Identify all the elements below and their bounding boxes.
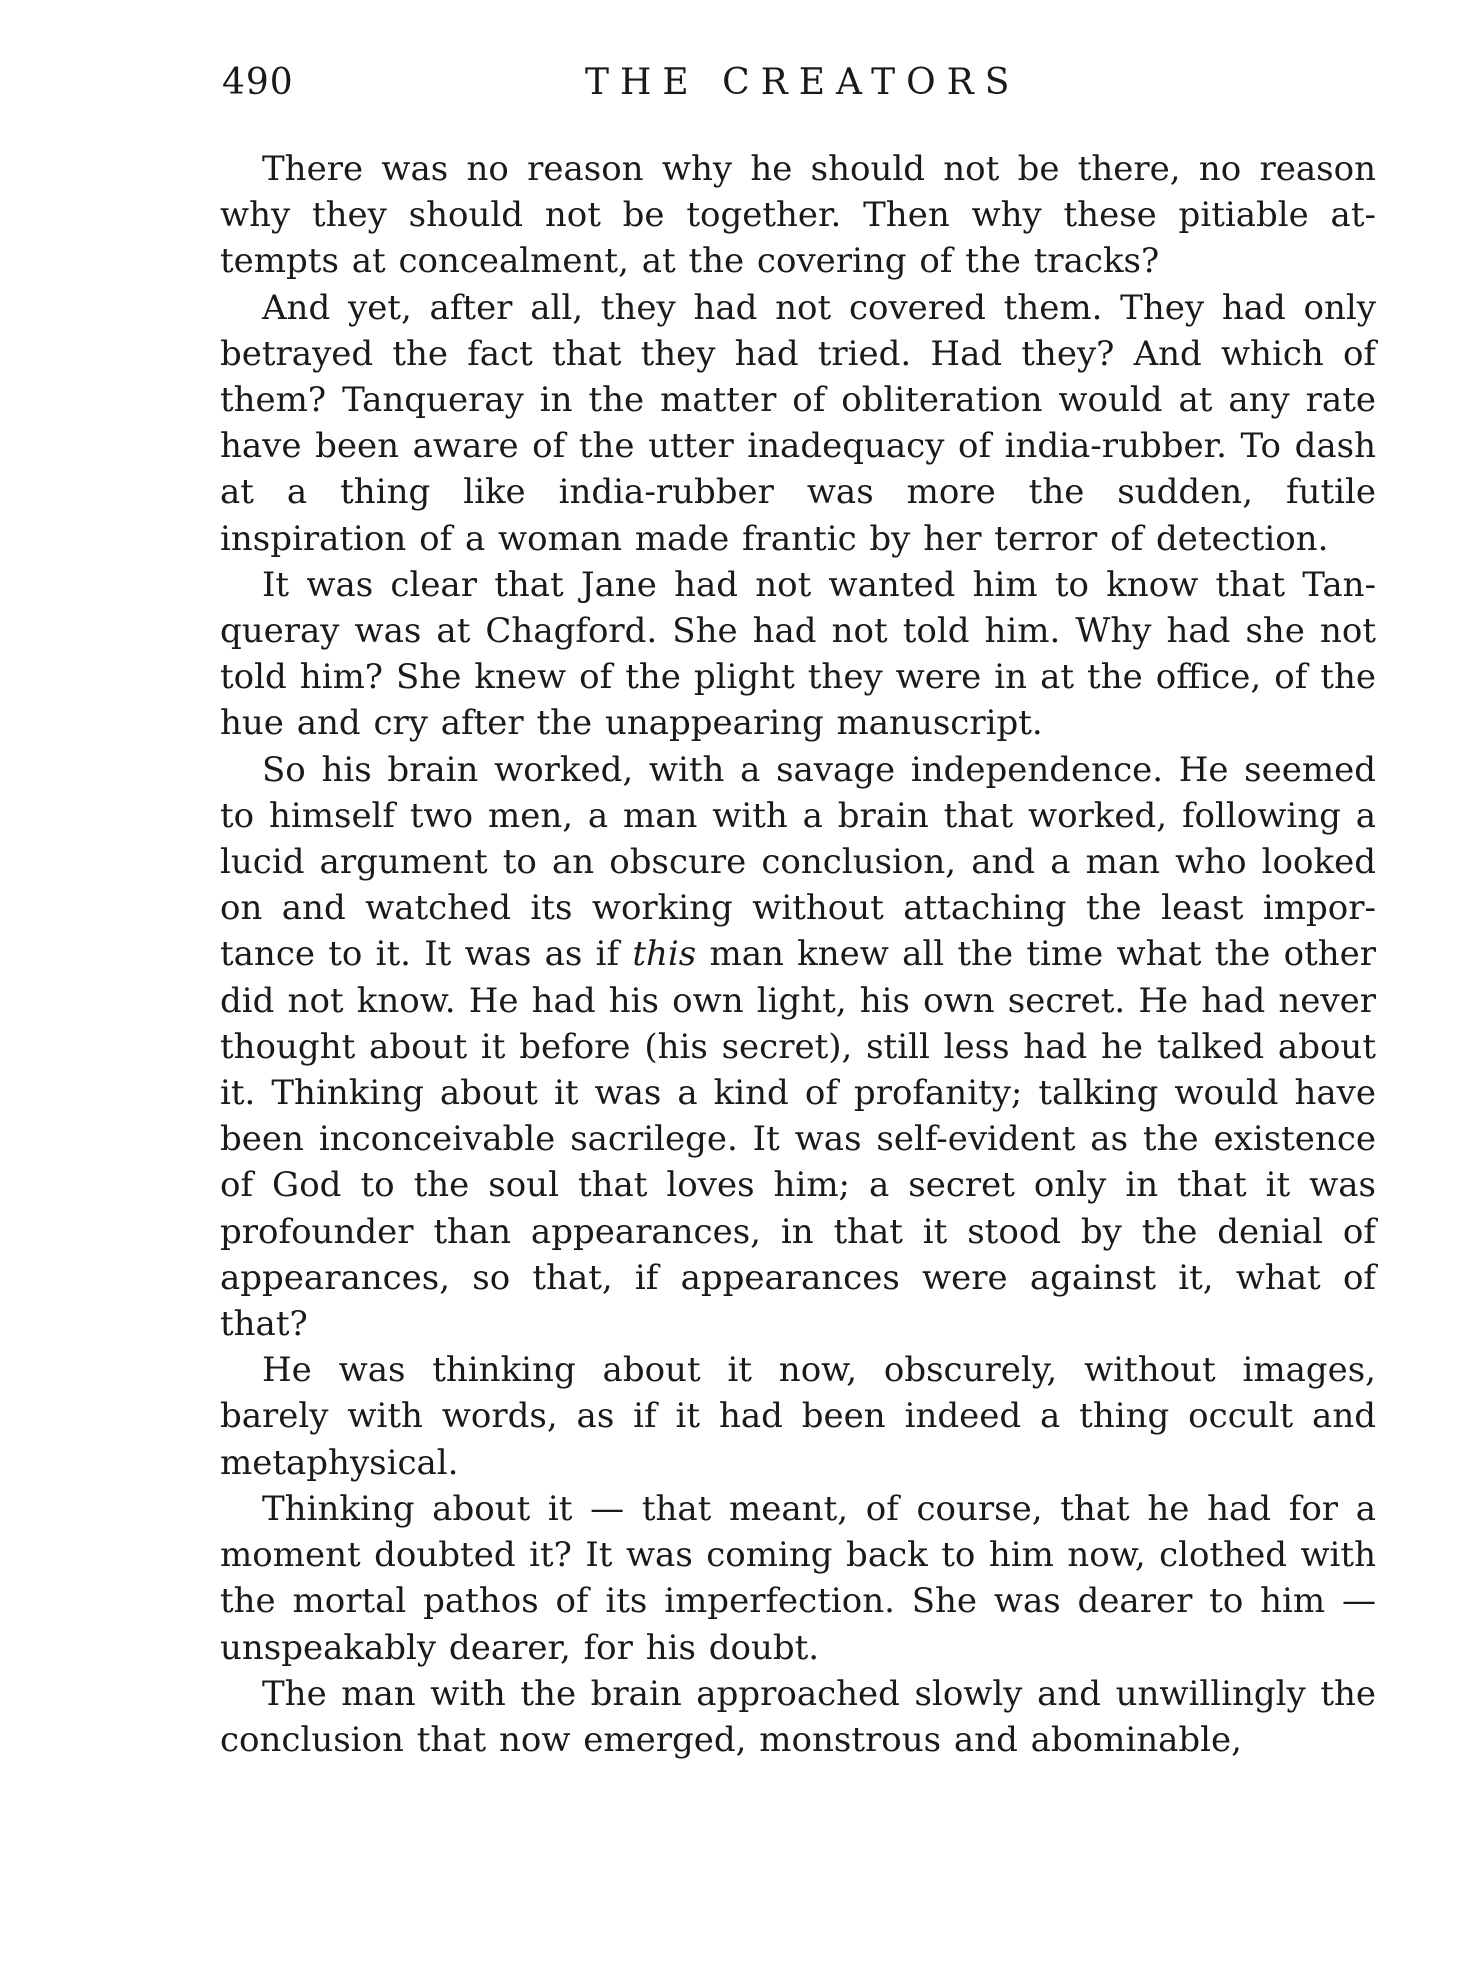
paragraph-6: Thinking about it — that meant, of course, that he had for a moment doubted it? It was coming back to him now, clothed with the mortal pathos of its imperfection. She was dearer to him — unspeakably dearer, for his doubt. <box>220 1488 1376 1668</box>
paragraph-1: There was no reason why he should not be there, no reason why they should not be together. Then why these pitiable attempts at concealment, at the covering of the tracks? <box>220 149 1376 282</box>
paragraph-4-part-1: So his brain worked, with a savage independence. He seemed to himself two men, a man with a brain that worked, following a lucid argument to an obscure conclusion, and a man who looked on and watched its working without attaching the least importance to it. It was as if <box>220 749 1376 975</box>
paragraph-7: The man with the brain approached slowly and unwillingly the conclusion that now emerged, monstrous and abominable, <box>220 1673 1376 1760</box>
paragraph-4-part-2: man knew all the time what the other did not know. He had his own light, his own secret. He had never thought about it before (his secret), still less had he talked about it. Thinking about it was a kind of profanity; talking would have been inconceivable sacrilege. It was self-evident as the existence of God to the soul that loves him; a secret only in that it was profounder than appearances, in that it stood by the denial of appearances, so that, if appearances were against it, what of that? <box>220 934 1377 1345</box>
paragraph-4 <box>220 747 1376 1348</box>
body-text <box>220 146 1376 1763</box>
italic-emphasis: this <box>632 934 697 975</box>
paragraph-2: And yet, after all, they had not covered them. They had only betrayed the fact that they had tried. Had they? And which of them? Tanqueray in the matter of obliteration would at any rate have been aware of the utter inadequacy of india-rubber. To dash at a thing like india-rubber was more the sudden, futile inspiration of a woman made frantic by her terror of detection. <box>220 287 1376 559</box>
paragraph-3: It was clear that Jane had not wanted him to know that Tanqueray was at Chagford. She had not told him. Why had she not told him? She knew of the plight they were in at the office, of the hue and cry after the unappearing manuscript. <box>220 564 1376 744</box>
paragraph-5: He was thinking about it now, obscurely, without images, barely with words, as if it had been indeed a thing occult and metaphysical. <box>220 1350 1376 1483</box>
page-header <box>222 62 1372 112</box>
running-title: THE CREATORS <box>585 62 1021 103</box>
page-number: 490 <box>222 62 294 103</box>
